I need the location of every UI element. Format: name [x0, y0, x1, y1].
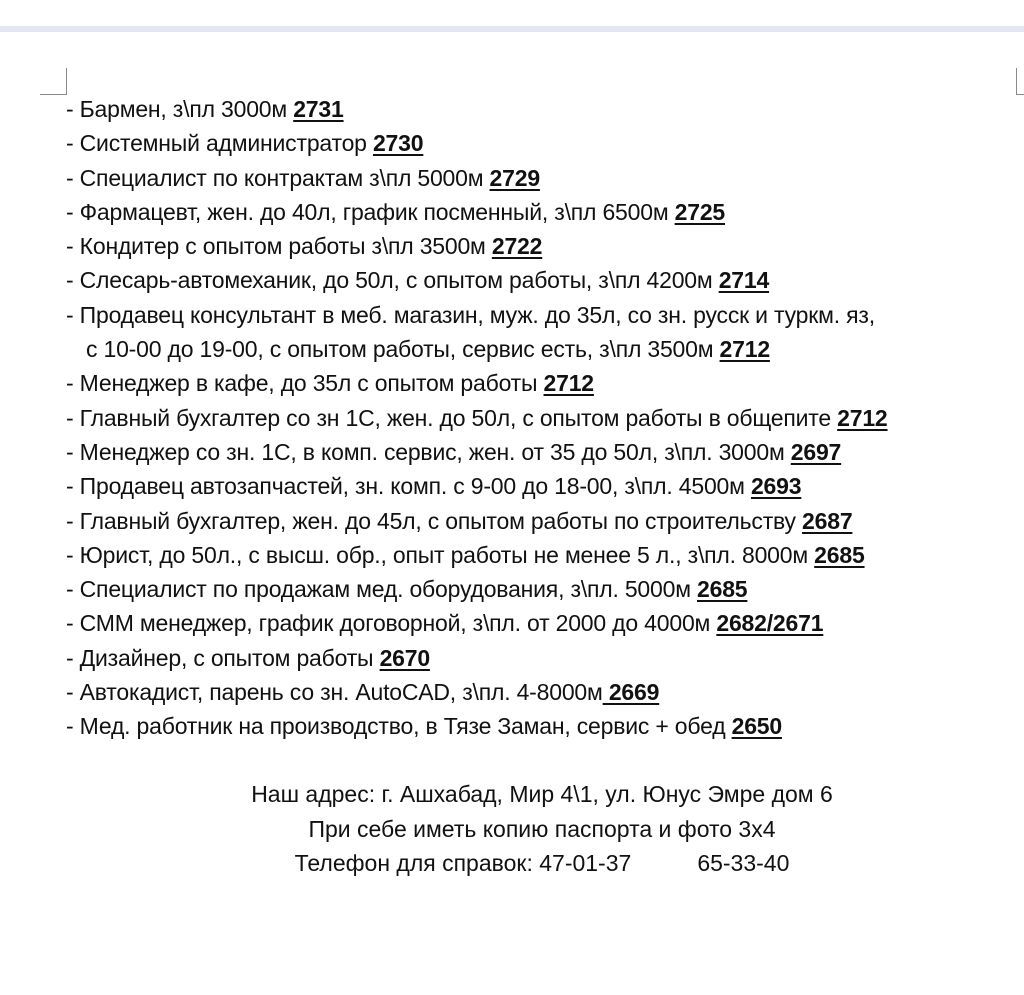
job-item	[66, 401, 1016, 435]
job-item	[66, 366, 1016, 400]
job-item	[66, 606, 1016, 640]
job-item	[66, 263, 1016, 297]
job-description-cont-text: с 10-00 до 19-00, с опытом работы, сервис есть, з\пл 3500м	[86, 336, 720, 363]
job-description-continuation	[66, 332, 1016, 366]
job-description: - Менеджер в кафе, до 35л с опытом работы	[66, 370, 544, 397]
job-item	[66, 229, 1016, 263]
job-code: 2712	[543, 370, 594, 397]
job-code: 2730	[372, 130, 424, 157]
job-description: - Дизайнер, с опытом работы	[66, 644, 380, 671]
job-item	[66, 572, 1016, 606]
job-description: - Слесарь-автомеханик, до 50л, с опытом работы, з\пл 4200м	[66, 267, 719, 294]
job-code: 2669	[602, 679, 660, 706]
job-description: - Мед. работник на производство, в Тязе Заман, сервис + обед	[66, 713, 732, 740]
job-description: - Специалист по контрактам з\пл 5000м	[66, 164, 490, 191]
job-item	[66, 538, 1016, 572]
job-code: 2712	[837, 404, 888, 431]
job-code: 2670	[379, 644, 430, 671]
documents-line: При себе иметь копию паспорта и фото 3х4	[308, 815, 776, 842]
phone-second: 65-33-40	[697, 850, 790, 876]
job-code: 2685	[697, 576, 748, 603]
job-item	[66, 161, 1016, 195]
job-description: - СММ менеджер, график договорной, з\пл. от 2000 до 4000м	[66, 610, 717, 637]
phone-line	[0, 846, 1024, 881]
job-description: - Главный бухгалтер со зн 1С, жен. до 50л, с опытом работы в общепите	[66, 404, 838, 431]
job-description: - Системный администратор	[66, 130, 373, 157]
job-code: 2712	[719, 336, 770, 363]
job-item	[66, 675, 1016, 709]
job-description: - Фармацевт, жен. до 40л, график посменный, з\пл 6500м	[66, 198, 675, 225]
address-line: Наш адрес: г. Ашхабад, Мир 4\1, ул. Юнус Эмре дом 6	[251, 781, 833, 807]
margin-corner-mark-left	[40, 68, 67, 95]
phone-label: Телефон для справок: 47-01-37	[294, 850, 632, 876]
job-description: - Кондитер с опытом работы з\пл 3500м	[66, 233, 492, 260]
job-vacancy-list	[66, 92, 1016, 744]
job-item	[66, 435, 1016, 469]
contact-footer	[0, 777, 1024, 881]
job-description: - Менеджер со зн. 1С, в комп. сервис, жен. от 35 до 50л, з\пл. 3000м	[66, 438, 791, 465]
job-item	[66, 298, 1016, 367]
job-item	[66, 195, 1016, 229]
job-description: - Специалист по продажам мед. оборудования, з\пл. 5000м	[66, 576, 698, 603]
job-description: - Продавец автозапчастей, зн. комп. с 9-00 до 18-00, з\пл. 4500м	[66, 473, 751, 500]
job-code: 2697	[790, 438, 842, 465]
job-description: - Автокадист, парень со зн. AutoCAD, з\пл. 4-8000м	[66, 679, 603, 706]
job-description: - Главный бухгалтер, жен. до 45л, с опытом работы по строительству	[66, 507, 803, 534]
job-code: 2650	[731, 713, 782, 740]
job-code: 2722	[491, 233, 543, 260]
job-item	[66, 641, 1016, 675]
job-description: - Бармен, з\пл 3000м	[66, 96, 294, 122]
job-description: - Юрист, до 50л., с высш. обр., опыт работы не менее 5 л., з\пл. 8000м	[66, 541, 815, 568]
job-item	[66, 92, 1016, 126]
job-item	[66, 504, 1016, 538]
job-item	[66, 469, 1016, 503]
job-item	[66, 709, 1016, 743]
job-code: 2731	[293, 96, 344, 122]
job-code: 2687	[802, 507, 853, 534]
margin-corner-mark-right	[1016, 68, 1024, 95]
viewer-top-bar	[0, 0, 1024, 32]
job-code: 2685	[814, 541, 865, 568]
job-item	[66, 126, 1016, 160]
job-description: - Продавец консультант в меб. магазин, муж. до 35л, со зн. русск и туркм. яз,	[66, 301, 875, 328]
job-code: 2682/2671	[716, 610, 824, 637]
job-code: 2725	[674, 198, 726, 225]
job-code: 2714	[718, 267, 770, 294]
job-code: 2693	[750, 473, 802, 500]
job-code: 2729	[489, 164, 540, 191]
